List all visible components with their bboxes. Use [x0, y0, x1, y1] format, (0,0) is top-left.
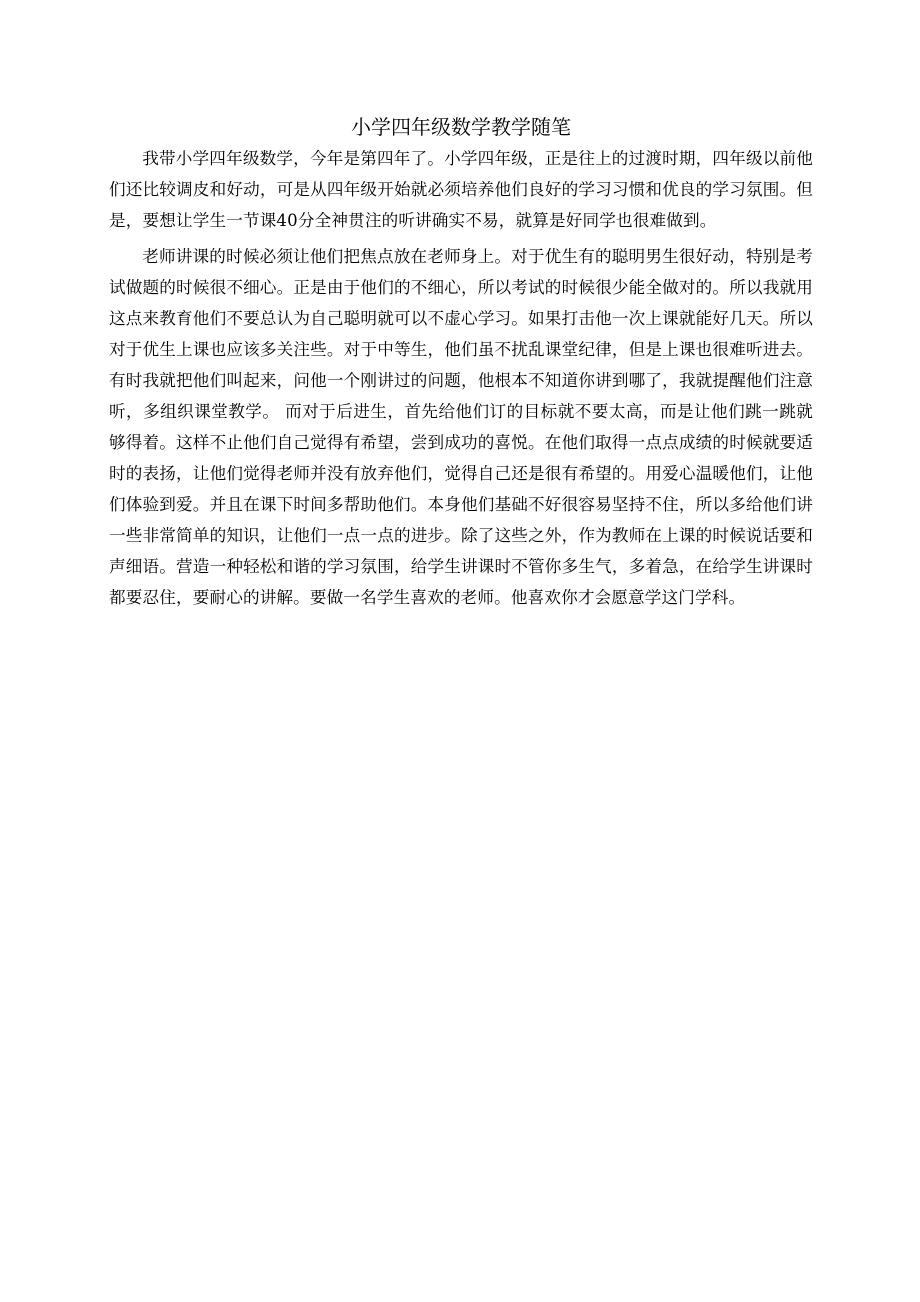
paragraph-1: 我带小学四年级数学，今年是第四年了。小学四年级，正是往上的过渡时期，四年级以前他们还比较调皮和好动，可是从四年级开始就必须培养他们良好的学习习惯和优良的学习氛围。但是，要想让学生一节课40分全神贯注的听讲确实不易，就算是好同学也很难做到。	[109, 149, 813, 230]
document-title: 小学四年级数学教学随笔	[351, 115, 571, 139]
document-content	[109, 112, 813, 618]
paragraph-2: 老师讲课的时候必须让他们把焦点放在老师身上。对于优生有的聪明男生很好动，特别是考试做题的时候很不细心。正是由于他们的不细心，所以考试的时候很少能全做对的。所以我就用这点来教育他们不要总认为自己聪明就可以不虚心学习。如果打击他一次上课就能好几天。所以对于优生上课也应该多关注些。对于中等生，他们虽不扰乱课堂纪律，但是上课也很难听进去。有时我就把他们叫起来，问他一个刚讲过的问题，他根本不知道你讲到哪了，我就提醒他们注意听，多组织课堂教学。 而对于后进生，首先给他们订的目标就不要太高，而是让他们跳一跳就够得着。这样不止他们自己觉得有希望，尝到成功的喜悦。在他们取得一点点成绩的时候就要适时的表扬，让他们觉得老师并没有放弃他们，觉得自己还是很有希望的。用爱心温暖他们，让他们体验到爱。并且在课下时间多帮助他们。本身他们基础不好很容易坚持不住，所以多给他们讲一些非常简单的知识，让他们一点一点的进步。除了这些之外，作为教师在上课的时候说话要和声细语。营造一种轻松和谐的学习氛围，给学生讲课时不管你多生气，多着急，在给学生讲课时都要忍住，要耐心的讲解。要做一名学生喜欢的老师。他喜欢你才会愿意学这门学科。	[109, 247, 813, 607]
